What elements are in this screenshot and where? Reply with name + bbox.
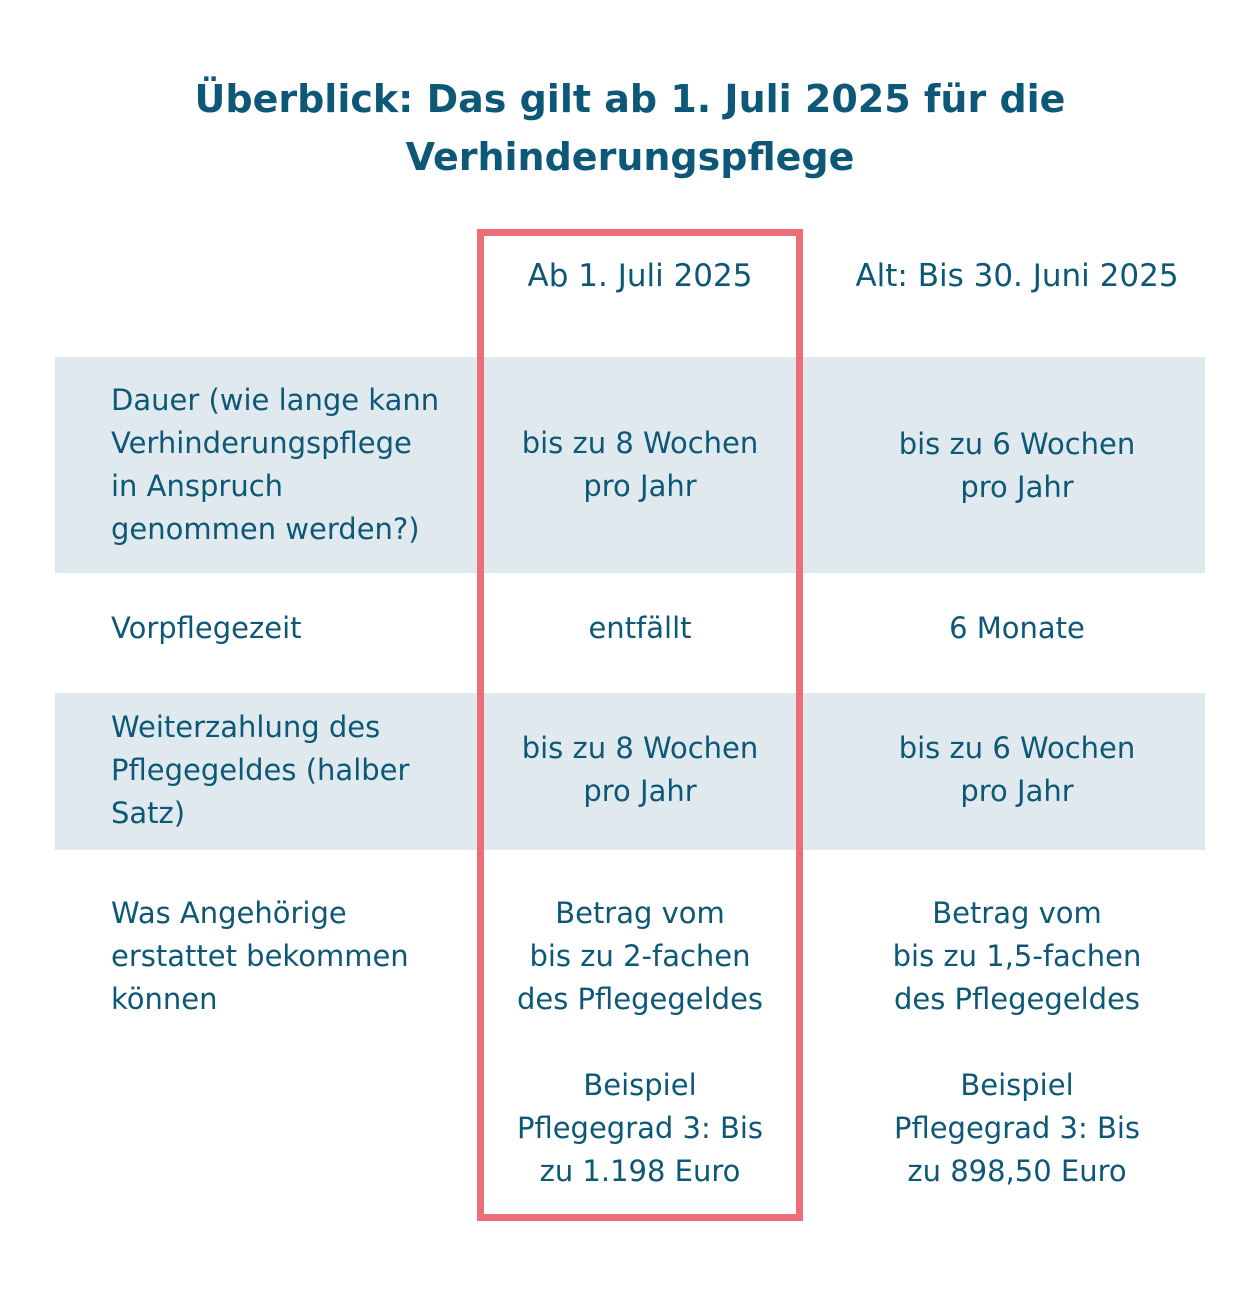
page-title <box>0 70 1260 186</box>
cell-reimbursement-new: Betrag vom bis zu 2-fachen des Pflegegeldes Beispiel Pflegegrad 3: Bis zu 1.198 Euro <box>480 892 800 1193</box>
title-line-1: Überblick: Das gilt ab 1. Juli 2025 für die <box>194 77 1066 121</box>
column-header-new: Ab 1. Juli 2025 <box>527 258 753 294</box>
row-label-duration: Dauer (wie lange kann Verhinderungspflege in Anspruch genommen werden?) <box>111 383 440 546</box>
row-label-reimbursement: Was Angehörige erstattet bekommen können <box>111 896 409 1016</box>
row-label-care-allowance: Weiterzahlung des Pflegegeldes (halber Satz) <box>111 710 410 830</box>
row-label-pre-care-period: Vorpflegezeit <box>111 611 302 645</box>
cell-care-allowance-old: bis zu 6 Wochen pro Jahr <box>898 731 1136 808</box>
cell-care-allowance-new: bis zu 8 Wochen pro Jahr <box>521 731 759 808</box>
cell-pre-care-period-new: entfällt <box>588 611 692 645</box>
new-column-highlight-frame <box>477 229 803 1221</box>
column-header-old: Alt: Bis 30. Juni 2025 <box>855 258 1179 294</box>
example-label-new: Beispiel <box>583 1068 697 1102</box>
title-line-2: Verhinderungspflege <box>405 135 855 179</box>
cell-duration-new: bis zu 8 Wochen pro Jahr <box>521 426 759 503</box>
cell-pre-care-period-old: 6 Monate <box>949 611 1085 645</box>
cell-reimbursement-old: Betrag vom bis zu 1,5-fachen des Pflegegeldes Beispiel Pflegegrad 3: Bis zu 898,50 Euro <box>818 892 1216 1193</box>
example-label-old: Beispiel <box>960 1068 1074 1102</box>
cell-duration-old: bis zu 6 Wochen pro Jahr <box>898 427 1136 504</box>
